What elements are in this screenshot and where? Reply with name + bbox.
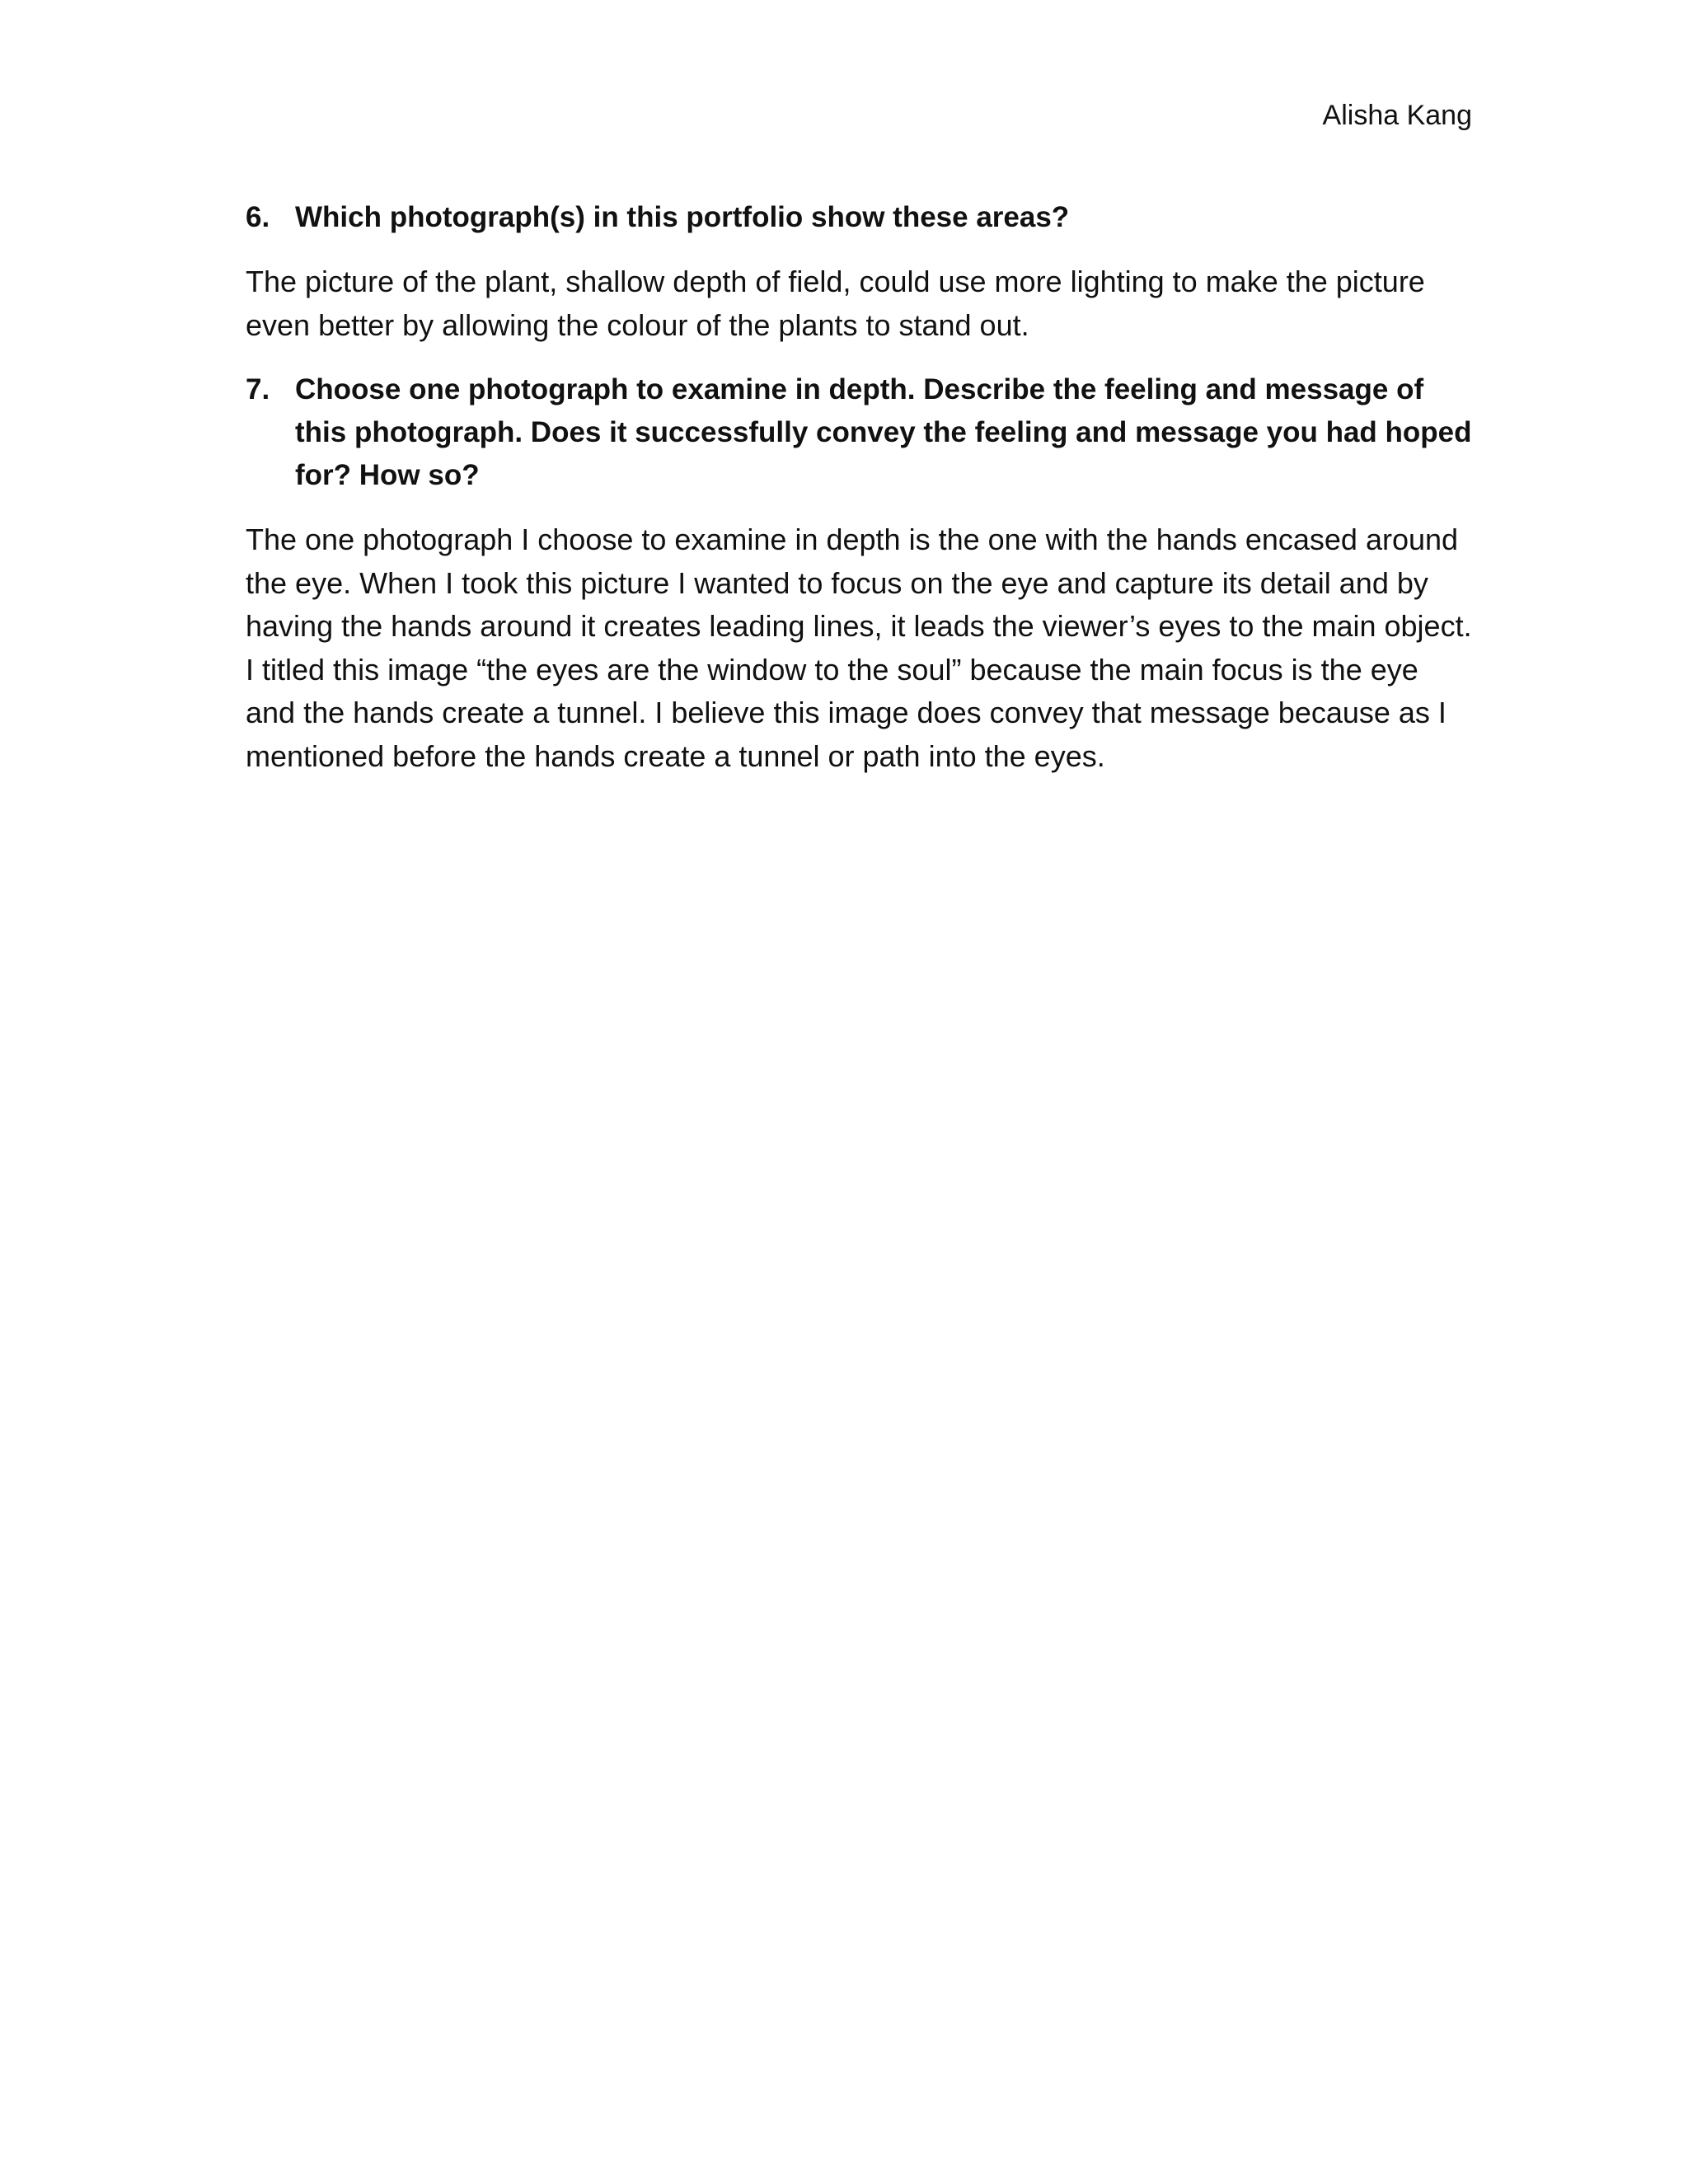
question-text: Which photograph(s) in this portfolio show these areas? [295,201,1070,233]
question-number: 7. [246,373,270,405]
author-name: Alisha Kang [1322,100,1472,131]
answer-7: The one photograph I choose to examine in depth is the one with the hands encased around the eye. When I took this picture I wanted to focus on the eye and capture its detail and by having the hands around it creates leading lines, it leads the viewer’s eyes to the main object. I titled this image “the eyes are the window to the soul” because the main focus is the eye and the hands create a tunnel. I believe this image does convey that message because as I mentioned before the hands create a tunnel or path into the eyes. [246,523,1472,773]
question-number: 6. [246,201,270,233]
question-6 [246,196,1474,239]
answer-6: The picture of the plant, shallow depth of field, could use more lighting to make the picture even better by allowing the colour of the plants to stand out. [246,265,1425,342]
question-7 [246,368,1474,497]
question-text: Choose one photograph to examine in depth. Describe the feeling and message of this photograph. Does it successfully convey the feeling and message you had hoped for? How so? [295,373,1472,491]
document-body [246,196,1474,778]
